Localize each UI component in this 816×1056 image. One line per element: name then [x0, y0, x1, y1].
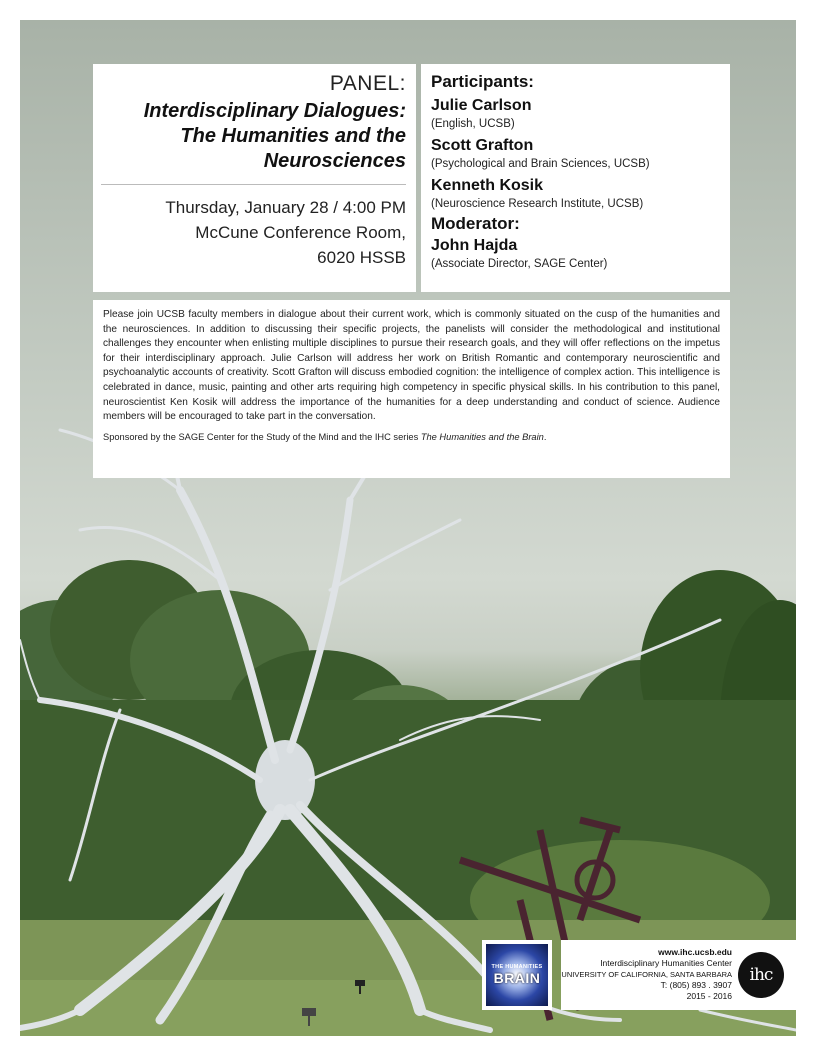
panel-title-line: Interdisciplinary Dialogues:: [143, 100, 406, 122]
panel-title: [101, 99, 406, 174]
brain-logo-top: THE HUMANITIES: [491, 964, 543, 970]
participant-affiliation: (Psychological and Brain Sciences, UCSB): [431, 158, 650, 170]
participant-name: Scott Grafton: [431, 137, 534, 154]
participants-heading: Participants:: [431, 72, 534, 91]
sponsor-line: [103, 431, 720, 444]
panel-title-line: Neurosciences: [263, 150, 406, 172]
participants-box: [421, 64, 730, 292]
moderator-name: John Hajda: [431, 237, 518, 254]
ihc-university: UNIVERSITY OF CALIFORNIA, SANTA BARBARA: [561, 970, 732, 979]
humanities-brain-logo: [482, 940, 552, 1010]
brain-logo-graphic: [486, 944, 548, 1006]
event-date-time: Thursday, January 28 / 4:00 PM: [165, 198, 406, 217]
ihc-contact-box: [561, 940, 796, 1010]
participant-name: Julie Carlson: [431, 97, 532, 114]
sponsor-series: The Humanities and the Brain: [420, 431, 544, 442]
description-box: [93, 300, 730, 478]
event-location-line: McCune Conference Room,: [195, 223, 406, 242]
participant-affiliation: (Neuroscience Research Institute, UCSB): [431, 198, 644, 210]
brain-logo-main: BRAIN: [493, 970, 541, 986]
sponsor-suffix: .: [543, 431, 547, 442]
title-divider: [101, 184, 406, 185]
ihc-years: 2015 - 2016: [686, 991, 732, 1001]
moderator-affiliation: (Associate Director, SAGE Center): [431, 258, 608, 270]
ihc-center-name: Interdisciplinary Humanities Center: [600, 958, 732, 968]
participant-name: Kenneth Kosik: [431, 177, 544, 194]
participant-affiliation: (English, UCSB): [431, 118, 515, 130]
ihc-phone: T: (805) 893 . 3907: [660, 980, 732, 990]
poster-background: [20, 20, 796, 1036]
moderator-heading: Moderator:: [431, 214, 520, 233]
panel-title-box: [93, 64, 416, 292]
event-location-line: 6020 HSSB: [317, 248, 406, 267]
ihc-logo: ihc: [738, 952, 784, 998]
ihc-contact-text: [561, 947, 732, 1002]
panel-title-line: The Humanities and the: [180, 125, 406, 147]
sponsor-prefix: Sponsored by the SAGE Center for the Study of the Mind and the IHC series: [103, 431, 421, 442]
ihc-website: www.ihc.ucsb.edu: [658, 947, 732, 957]
description-text: Please join UCSB faculty members in dialogue about their current work, which is commonly situated on the cusp of the humanities and the neurosciences. In addition to discussing their specific projects, the panelists will consider the methodological and institutional challenges they encounter when enlisting multiple disciplines to pursue their research goals, and they will offer reflections on the impetus for their interdisciplinary approach. Julie Carlson will address her work on British Romantic and contemporary neuroscientific and psychoanalytic accounts of creativity. Scott Grafton will discuss embodied cognition: the intelligence of complex action. This intelligence is celebrated in dance, music, painting and other arts requiring high competency in specific physical skills. In his contribution to this panel, neuroscientist Ken Kosik will address the importance of the humanities for a deep understanding and conduct of science. Audience members will be encouraged to take part in the conversation.: [103, 309, 720, 423]
panel-label: PANEL:: [329, 72, 406, 95]
